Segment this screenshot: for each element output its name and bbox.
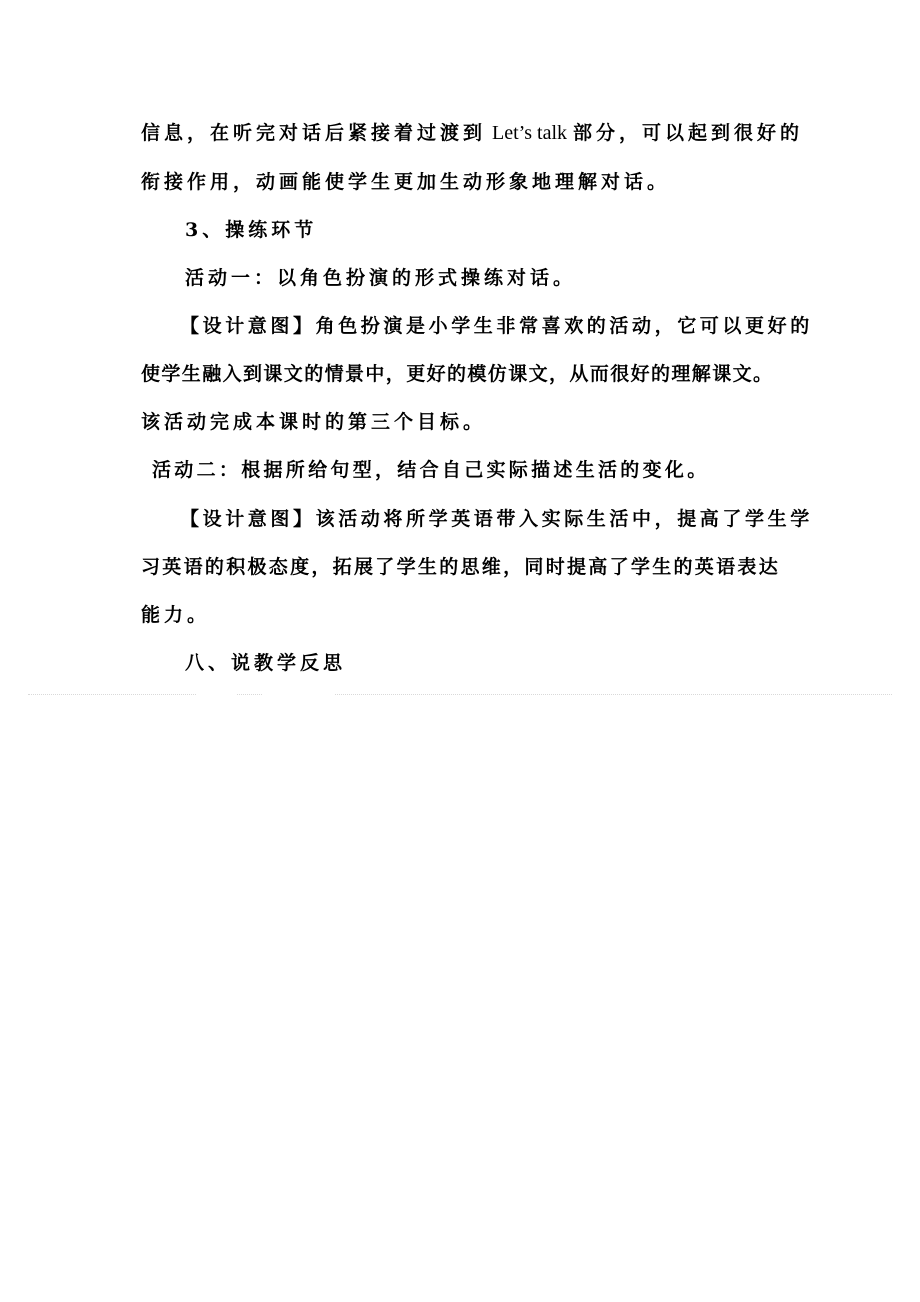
design-intent-line: 习英语的积极态度，拓展了学生的思维，同时提高了学生的英语表达 — [141, 556, 781, 578]
paragraph-text: 部分，可以起到很好的 — [573, 122, 804, 144]
section-heading: 3、操练环节 — [185, 219, 318, 241]
paragraph-line — [141, 121, 803, 145]
activity-one: 活动一：以角色扮演的形式操练对话。 — [185, 267, 577, 289]
paragraph-text: 信息，在听完对话后紧接着过渡到 — [141, 122, 487, 144]
design-intent-line: 【设计意图】该活动将所学英语带入实际生活中，提高了学生学 — [180, 508, 813, 530]
design-intent-line: 能力。 — [141, 604, 211, 626]
activity-two: 活动二：根据所给句型，结合自己实际描述生活的变化。 — [152, 459, 710, 481]
design-intent-line: 使学生融入到课文的情景中，更好的模仿课文，从而很好的理解课文。 — [141, 363, 774, 385]
divider-gap — [262, 690, 334, 698]
design-intent-line: 【设计意图】角色扮演是小学生非常喜欢的活动，它可以更好的 — [180, 315, 813, 337]
design-intent-line: 该活动完成本课时的第三个目标。 — [141, 411, 487, 433]
paragraph-line: 衔接作用，动画能使学生更加生动形象地理解对话。 — [141, 171, 671, 193]
inline-english-text: Let’s talk — [492, 122, 567, 144]
divider-gap — [196, 690, 236, 698]
section-heading: 八、说教学反思 — [185, 652, 347, 674]
page-divider — [28, 694, 892, 695]
